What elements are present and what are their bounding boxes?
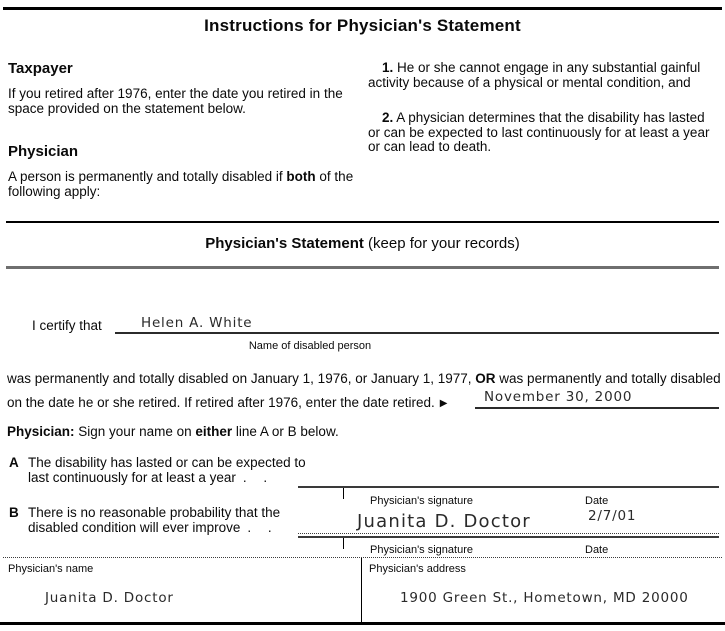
certify-label: I certify that — [32, 318, 102, 333]
footer-divider — [361, 558, 362, 623]
signature-line-a-tick — [343, 488, 344, 499]
para-line2-text: on the date he or she retired. If retired after 1976, enter the date retired. — [7, 395, 435, 410]
physician-heading: Physician — [8, 143, 79, 160]
sign-instruction-after: line A or B below. — [232, 424, 339, 439]
condition-item-2 — [368, 111, 720, 155]
line-b-text — [28, 506, 320, 535]
date-label-b: Date — [585, 544, 609, 556]
certify-underline[interactable] — [115, 332, 719, 334]
name-line-label: Name of disabled person — [248, 340, 372, 352]
bottom-rule — [0, 622, 725, 625]
sign-instruction-either: either — [195, 424, 233, 439]
signature-line-b-dotted — [298, 533, 719, 534]
line-a-dot-leader: . . — [242, 469, 269, 485]
page-title: Instructions for Physician's Statement — [204, 16, 521, 35]
line-b-statement: There is no reasonable probability that the disabled condition will ever improve — [28, 505, 281, 535]
signature-date-field[interactable]: 2/7/01 — [588, 508, 637, 524]
item1-number: 1. — [382, 60, 394, 75]
date-retired-field[interactable]: November 30, 2000 — [484, 389, 633, 405]
physician-paragraph — [8, 170, 356, 199]
item1-text: He or she cannot engage in any substantial gainful activity because of a physical or mental condition, and — [368, 60, 701, 90]
statement-heading-bold: Physician's Statement — [205, 235, 364, 252]
para-line1-or: OR — [475, 371, 496, 386]
date-label-a: Date — [585, 495, 609, 507]
item2-number: 2. — [382, 110, 394, 125]
sign-instruction — [7, 425, 339, 440]
physician-address-field[interactable]: 1900 Green St., Hometown, MD 20000 — [400, 590, 689, 606]
physician-signature-field[interactable]: Juanita D. Doctor — [357, 511, 531, 532]
disabled-person-name-field[interactable]: Helen A. White — [141, 315, 253, 331]
statement-heading — [0, 237, 725, 252]
physician-paragraph-text: A person is permanently and totally disabled if — [8, 169, 287, 184]
arrow-right-icon: ▶ — [439, 398, 448, 409]
disabled-paragraph-line1 — [7, 372, 721, 387]
disabled-paragraph-line2 — [7, 396, 447, 412]
item2-text: A physician determines that the disability has lasted or can be expected to last continuously for at least a year or can lead to death. — [368, 110, 710, 154]
signature-line-b-tick — [343, 538, 344, 549]
para-line1-before: was permanently and totally disabled on January 1, 1976, or January 1, 1977, — [7, 371, 476, 386]
line-a-letter: A — [9, 455, 19, 470]
line-a-statement: The disability has lasted or can be expected to last continuously for at least a year — [28, 455, 306, 485]
signature-line-a[interactable] — [298, 486, 719, 488]
physician-paragraph-text-after: of the following apply: — [8, 169, 354, 199]
taxpayer-paragraph: If you retired after 1976, enter the date you retired in the space provided on the statement below. — [8, 86, 343, 116]
top-rule — [3, 7, 722, 10]
signature-label-a: Physician's signature — [370, 495, 473, 507]
line-b-letter: B — [9, 505, 19, 520]
line-a-text — [28, 456, 312, 485]
physician-name-label: Physician's name — [8, 563, 94, 575]
statement-top-rule — [6, 221, 719, 223]
statement-heading-note: (keep for your records) — [363, 235, 520, 252]
physician-address-label: Physician's address — [369, 563, 466, 575]
sign-instruction-mid: Sign your name on — [74, 424, 196, 439]
para-line1-after: was permanently and totally disabled — [495, 371, 721, 386]
taxpayer-heading: Taxpayer — [8, 60, 73, 77]
line-b-dot-leader: . . — [247, 519, 273, 535]
condition-item-1 — [368, 61, 720, 90]
physician-paragraph-bold: both — [286, 169, 316, 184]
physician-name-field[interactable]: Juanita D. Doctor — [45, 590, 174, 606]
signature-line-b[interactable] — [298, 536, 719, 538]
signature-label-b: Physician's signature — [370, 544, 473, 556]
sign-instruction-bold: Physician: — [7, 424, 75, 439]
footer-top-border — [3, 557, 722, 558]
statement-bottom-rule — [6, 266, 719, 269]
date-retired-underline[interactable] — [475, 407, 719, 409]
